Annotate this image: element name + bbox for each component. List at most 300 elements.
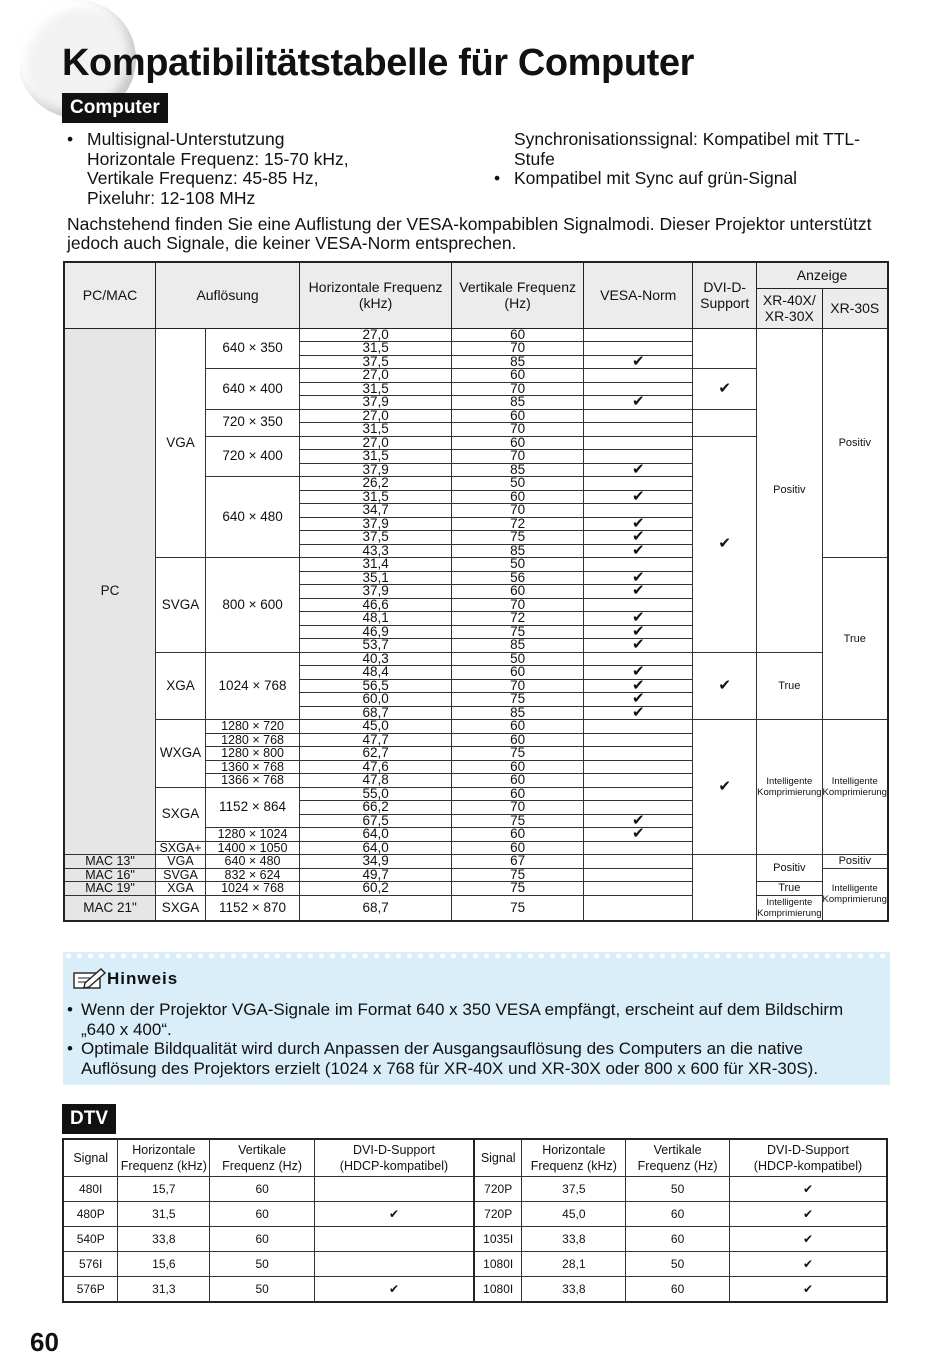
cell-label: 640 × 400: [222, 380, 283, 396]
resolution-cell: [205, 774, 299, 788]
intro-bullet-text: [87, 130, 349, 208]
display-xr40x-cell: [757, 328, 822, 652]
header-dvid: DVI-D-Support: [693, 262, 757, 328]
page-title: Kompatibilitätstabelle für Computer: [62, 42, 695, 84]
dtv-hfreq-cell: 15,6: [118, 1252, 210, 1277]
resolution-cell: [205, 720, 299, 734]
dtv-signal-cell: 540P: [63, 1227, 118, 1252]
standard-cell: [156, 868, 206, 882]
cell-label: SVGA: [161, 596, 200, 612]
cell-label: 1280 × 720: [221, 719, 284, 733]
dtv-vfreq-cell: 50: [210, 1252, 315, 1277]
dtv-signal-cell: 480I: [63, 1177, 118, 1202]
bullet-icon: •: [494, 168, 501, 188]
dtv-header-vfreq: [626, 1139, 730, 1177]
check-icon: ✔: [718, 379, 731, 397]
v-freq-cell: 70: [452, 801, 584, 815]
v-freq-cell: 50: [452, 558, 584, 572]
vesa-cell: ✔: [584, 396, 693, 410]
resolution-cell: [205, 477, 299, 558]
dtv-dvid-cell: ✔: [729, 1252, 887, 1277]
hint-title: Hinweis: [107, 969, 179, 988]
h-freq-cell: 46,9: [300, 625, 452, 639]
dtv-vfreq-cell: 60: [626, 1277, 730, 1303]
cell-label: 832 × 624: [224, 867, 281, 882]
v-freq-cell: 72: [452, 612, 584, 626]
cell-label: VGA: [167, 854, 194, 868]
v-freq-cell: 70: [452, 382, 584, 396]
vesa-cell: [584, 720, 693, 734]
dtv-signal-cell: 1080I: [474, 1252, 522, 1277]
intro-paragraph: Nachstehend finden Sie eine Auflistung der VESA-kompabiblen Signalmodi. Dieser Projektor unterstützt jedoch auch Signale, die keiner VESA-Norm entsprechen.: [67, 214, 872, 253]
dtv-vfreq-cell: 60: [210, 1177, 315, 1202]
cell-label: SVGA: [163, 867, 198, 882]
hint-line: „640 x 400“.: [81, 1019, 172, 1039]
table-row: [64, 652, 888, 666]
intro-bullet: [67, 130, 467, 208]
cell-label: Komprimierung: [822, 787, 887, 798]
display-xr30s-cell: [822, 868, 888, 921]
v-freq-cell: 60: [452, 733, 584, 747]
dtv-dvid-cell: ✔: [729, 1227, 887, 1252]
v-freq-cell: 75: [452, 895, 584, 921]
v-freq-cell: 72: [452, 517, 584, 531]
section-tag-dtv: DTV: [62, 1104, 116, 1134]
h-freq-cell: 34,9: [300, 855, 452, 869]
pc-group-cell: [64, 328, 156, 855]
intro-left-column: [67, 130, 467, 208]
dtv-header-text: Horizontale: [542, 1143, 606, 1157]
cell-label: XGA: [166, 677, 195, 693]
hint-item-text: [81, 1000, 843, 1039]
vesa-cell: [584, 787, 693, 801]
dtv-header-text: Frequenz (kHz): [120, 1159, 207, 1173]
dtv-table: [62, 1138, 888, 1303]
vesa-cell: ✔: [584, 355, 693, 369]
cell-label: VGA: [166, 434, 195, 450]
h-freq-cell: 37,9: [300, 517, 452, 531]
dtv-signal-cell: 720P: [474, 1177, 522, 1202]
h-freq-cell: 47,6: [300, 760, 452, 774]
dtv-signal-cell: 720P: [474, 1202, 522, 1227]
standard-cell: [156, 855, 206, 869]
dtv-header-text: Frequenz (Hz): [222, 1159, 303, 1173]
v-freq-cell: 60: [452, 720, 584, 734]
dtv-dvid-cell: [314, 1252, 473, 1277]
cell-label: 1152 × 864: [219, 799, 286, 814]
table-row: [64, 882, 888, 896]
display-xr40x-cell: [757, 895, 822, 921]
vesa-cell: ✔: [584, 531, 693, 545]
vesa-cell: [584, 747, 693, 761]
vesa-cell: ✔: [584, 828, 693, 842]
hint-heading: [71, 967, 178, 991]
v-freq-cell: 70: [452, 598, 584, 612]
table-row: [63, 1227, 887, 1252]
vesa-cell: ✔: [584, 612, 693, 626]
mac-model-cell: [64, 895, 156, 921]
standard-cell: [156, 882, 206, 896]
header-anzeige: Anzeige: [757, 262, 888, 288]
dtv-dvid-cell: ✔: [729, 1202, 887, 1227]
cell-label: 800 × 600: [222, 596, 283, 612]
cell-label: PC: [100, 583, 120, 598]
check-icon: ✔: [718, 676, 731, 694]
header-vfreq: Vertikale Frequenz (Hz): [452, 262, 584, 328]
vesa-cell: [584, 328, 693, 342]
dtv-vfreq-cell: 60: [210, 1227, 315, 1252]
h-freq-cell: 34,7: [300, 504, 452, 518]
dtv-signal-cell: 480P: [63, 1202, 118, 1227]
v-freq-cell: 85: [452, 463, 584, 477]
bullet-icon: •: [67, 129, 74, 149]
dtv-vfreq-cell: 60: [210, 1202, 315, 1227]
cell-label: 720 × 400: [222, 448, 283, 463]
cell-label: SXGA: [161, 805, 200, 821]
vesa-cell: ✔: [584, 814, 693, 828]
dtv-hfreq-cell: 33,8: [118, 1227, 210, 1252]
h-freq-cell: 60,0: [300, 693, 452, 707]
display-xr40x-cell: [757, 882, 822, 896]
vesa-cell: ✔: [584, 639, 693, 653]
h-freq-cell: 31,5: [300, 342, 452, 356]
v-freq-cell: 75: [452, 882, 584, 896]
dtv-header-dvid: [729, 1139, 887, 1177]
v-freq-cell: 85: [452, 544, 584, 558]
v-freq-cell: 60: [452, 328, 584, 342]
vesa-cell: ✔: [584, 625, 693, 639]
header-xr30s: XR-30S: [822, 288, 888, 328]
cell-label: 1280 × 800: [221, 746, 284, 760]
intro-line: Pixeluhr: 12-108 MHz: [87, 187, 256, 208]
v-freq-cell: 85: [452, 639, 584, 653]
dtv-header-text: DVI-D-Support: [352, 1143, 435, 1157]
mac-model-cell: [64, 868, 156, 882]
display-xr40x-cell: [757, 855, 822, 882]
h-freq-cell: 48,1: [300, 612, 452, 626]
h-freq-cell: 31,5: [300, 423, 452, 437]
dtv-dvid-cell: ✔: [729, 1277, 887, 1303]
cell-label: Komprimierung: [822, 894, 887, 906]
h-freq-cell: 27,0: [300, 369, 452, 383]
table-row: [63, 1177, 887, 1202]
v-freq-cell: 75: [452, 531, 584, 545]
dtv-hfreq-cell: 33,8: [522, 1277, 626, 1303]
dtv-header-text: Signal: [73, 1151, 109, 1165]
h-freq-cell: 37,9: [300, 396, 452, 410]
intro-right-column: [494, 130, 894, 189]
v-freq-cell: 60: [452, 369, 584, 383]
vesa-cell: ✔: [584, 693, 693, 707]
sync-line: Stufe: [514, 148, 555, 169]
cell-label: Positiv: [773, 484, 806, 496]
cell-label: MAC 16": [85, 867, 135, 882]
dtv-signal-cell: 1080I: [474, 1277, 522, 1303]
dtv-header-hfreq: [118, 1139, 210, 1177]
section-tag-computer: Computer: [62, 93, 168, 123]
dtv-dvid-cell: ✔: [314, 1277, 473, 1303]
vesa-cell: ✔: [584, 463, 693, 477]
table-row: [63, 1277, 887, 1303]
resolution-cell: [205, 760, 299, 774]
h-freq-cell: 27,0: [300, 328, 452, 342]
h-freq-cell: 56,5: [300, 679, 452, 693]
dtv-header-signal: [63, 1139, 118, 1177]
display-xr30s-cell: [822, 855, 888, 869]
dtv-hfreq-cell: 31,5: [118, 1202, 210, 1227]
hint-dotted-border: [63, 952, 890, 960]
v-freq-cell: 60: [452, 436, 584, 450]
h-freq-cell: 62,7: [300, 747, 452, 761]
sync-green-text: Kompatibel mit Sync auf grün-Signal: [514, 168, 798, 188]
hint-line: Wenn der Projektor VGA-Signale im Format 640 x 350 VESA empfängt, erscheint auf dem Bildschirm: [81, 1000, 844, 1019]
standard-cell: [156, 328, 206, 558]
dtv-vfreq-cell: 60: [626, 1202, 730, 1227]
resolution-cell: [205, 747, 299, 761]
dtv-header-signal: [474, 1139, 522, 1177]
dtv-header-text: Frequenz (Hz): [637, 1159, 718, 1173]
h-freq-cell: 67,5: [300, 814, 452, 828]
h-freq-cell: 35,1: [300, 571, 452, 585]
vesa-cell: [584, 409, 693, 423]
page-number: 60: [30, 1327, 59, 1357]
h-freq-cell: 47,8: [300, 774, 452, 788]
dtv-signal-cell: 576P: [63, 1277, 118, 1303]
vesa-cell: ✔: [584, 490, 693, 504]
v-freq-cell: 60: [452, 666, 584, 680]
vesa-cell: ✔: [584, 517, 693, 531]
intro-line: Multisignal-Unterstutzung: [87, 129, 285, 149]
vesa-cell: [584, 760, 693, 774]
vesa-cell: ✔: [584, 585, 693, 599]
h-freq-cell: 31,4: [300, 558, 452, 572]
dvi-support-cell: [693, 369, 757, 410]
h-freq-cell: 43,3: [300, 544, 452, 558]
dvi-support-cell: [693, 720, 757, 855]
v-freq-cell: 60: [452, 841, 584, 855]
v-freq-cell: 85: [452, 706, 584, 720]
standard-cell: [156, 652, 206, 720]
h-freq-cell: 40,3: [300, 652, 452, 666]
dtv-header-dvid: [314, 1139, 473, 1177]
table-row: [64, 720, 888, 734]
cell-label: SXGA: [161, 899, 200, 915]
display-xr40x-cell: [757, 652, 822, 720]
vesa-cell: ✔: [584, 544, 693, 558]
table-row: [64, 855, 888, 869]
dvi-support-cell: [693, 855, 757, 922]
cell-label: Intelligente: [766, 896, 813, 908]
resolution-cell: [205, 868, 299, 882]
resolution-cell: [205, 328, 299, 369]
bullet-icon: •: [67, 1000, 73, 1019]
compatibility-table: [63, 261, 889, 922]
h-freq-cell: 66,2: [300, 801, 452, 815]
dtv-header-text: Vertikale: [653, 1143, 702, 1157]
display-xr30s-cell: [822, 720, 888, 855]
cell-label: 720 × 350: [222, 414, 283, 430]
h-freq-cell: 31,5: [300, 490, 452, 504]
dtv-header-text: Frequenz (kHz): [530, 1159, 617, 1173]
hint-line: Auflösung des Projektors erzielt (1024 x 768 für XR-40X und XR-30X oder 800 x 600 für XR-30S).: [81, 1058, 819, 1078]
cell-label: WXGA: [159, 745, 202, 760]
h-freq-cell: 55,0: [300, 787, 452, 801]
hint-item-text: [81, 1039, 818, 1078]
v-freq-cell: 75: [452, 747, 584, 761]
dtv-hfreq-cell: 37,5: [522, 1177, 626, 1202]
vesa-cell: ✔: [584, 679, 693, 693]
header-pcmac: PC/MAC: [64, 262, 156, 328]
hint-list: [67, 1000, 882, 1078]
vesa-cell: ✔: [584, 571, 693, 585]
v-freq-cell: 70: [452, 423, 584, 437]
cell-label: SXGA+: [159, 840, 202, 855]
v-freq-cell: 85: [452, 396, 584, 410]
dtv-vfreq-cell: 50: [626, 1252, 730, 1277]
vesa-cell: ✔: [584, 666, 693, 680]
check-icon: ✔: [718, 534, 731, 552]
h-freq-cell: 48,4: [300, 666, 452, 680]
display-xr30s-cell: [822, 558, 888, 720]
dtv-header-hfreq: [522, 1139, 626, 1177]
v-freq-cell: 56: [452, 571, 584, 585]
sync-text: [494, 130, 894, 169]
dvi-support-cell: [693, 436, 757, 652]
cell-label: 1024 × 768: [221, 881, 284, 895]
resolution-cell: [205, 895, 299, 921]
v-freq-cell: 60: [452, 774, 584, 788]
cell-label: 1360 × 768: [221, 759, 284, 774]
table-row: [64, 328, 888, 342]
header-xr40x: XR-40X/ XR-30X: [757, 288, 822, 328]
v-freq-cell: 75: [452, 868, 584, 882]
v-freq-cell: 70: [452, 342, 584, 356]
cell-label: XGA: [167, 881, 194, 895]
dtv-vfreq-cell: 60: [626, 1227, 730, 1252]
resolution-cell: [205, 841, 299, 855]
resolution-cell: [205, 558, 299, 653]
cell-label: MAC 19": [85, 881, 135, 895]
v-freq-cell: 70: [452, 679, 584, 693]
resolution-cell: [205, 733, 299, 747]
hint-box: [63, 952, 890, 1085]
hint-item: [67, 1000, 882, 1039]
v-freq-cell: 70: [452, 450, 584, 464]
cell-label: 1024 × 768: [218, 677, 287, 693]
dtv-hfreq-cell: 45,0: [522, 1202, 626, 1227]
table-row: [63, 1252, 887, 1277]
v-freq-cell: 85: [452, 355, 584, 369]
dvi-support-cell: [693, 328, 757, 369]
vesa-cell: [584, 882, 693, 896]
standard-cell: [156, 841, 206, 855]
page-corner-mask: [0, 0, 20, 130]
vesa-cell: [584, 774, 693, 788]
dtv-header-text: Signal: [480, 1151, 516, 1165]
intro-line: Horizontale Frequenz: 15-70 kHz,: [87, 148, 349, 169]
vesa-cell: [584, 868, 693, 882]
h-freq-cell: 68,7: [300, 706, 452, 720]
resolution-cell: [205, 652, 299, 720]
vesa-cell: ✔: [584, 706, 693, 720]
cell-label: MAC 13": [85, 854, 135, 868]
cell-label: 640 × 480: [224, 854, 281, 868]
h-freq-cell: 68,7: [300, 895, 452, 921]
h-freq-cell: 45,0: [300, 720, 452, 734]
hint-item: [67, 1039, 882, 1078]
h-freq-cell: 27,0: [300, 436, 452, 450]
h-freq-cell: 53,7: [300, 639, 452, 653]
hint-line: Optimale Bildqualität wird durch Anpassen der Ausgangsauflösung des Computers an die native: [81, 1039, 803, 1058]
vesa-cell: [584, 423, 693, 437]
cell-label: Komprimierung: [757, 787, 822, 798]
h-freq-cell: 64,0: [300, 841, 452, 855]
mac-model-cell: [64, 882, 156, 896]
h-freq-cell: 37,5: [300, 531, 452, 545]
v-freq-cell: 67: [452, 855, 584, 869]
standard-cell: [156, 787, 206, 841]
dtv-dvid-cell: ✔: [314, 1202, 473, 1227]
cell-label: 1400 × 1050: [217, 840, 288, 855]
h-freq-cell: 37,9: [300, 585, 452, 599]
dtv-signal-cell: 576I: [63, 1252, 118, 1277]
cell-label: Positiv: [838, 855, 871, 868]
sync-green-bullet: [494, 169, 894, 189]
dtv-header-vfreq: [210, 1139, 315, 1177]
dtv-hfreq-cell: 15,7: [118, 1177, 210, 1202]
v-freq-cell: 60: [452, 490, 584, 504]
v-freq-cell: 75: [452, 814, 584, 828]
cell-label: 1366 × 768: [221, 773, 284, 787]
compatibility-table-body: [64, 328, 888, 921]
cell-label: True: [778, 882, 801, 895]
cell-label: 640 × 350: [222, 340, 283, 355]
vesa-cell: [584, 895, 693, 921]
cell-label: Intelligente: [831, 883, 878, 895]
cell-label: MAC 21": [83, 899, 137, 915]
dtv-hfreq-cell: 33,8: [522, 1227, 626, 1252]
vesa-cell: [584, 369, 693, 383]
h-freq-cell: 31,5: [300, 450, 452, 464]
h-freq-cell: 47,7: [300, 733, 452, 747]
standard-cell: [156, 720, 206, 788]
dvi-support-cell: [693, 652, 757, 720]
check-icon: ✔: [718, 777, 731, 795]
dtv-header-text: Horizontale: [132, 1143, 196, 1157]
cell-label: 1280 × 768: [221, 732, 284, 747]
h-freq-cell: 64,0: [300, 828, 452, 842]
h-freq-cell: 60,2: [300, 882, 452, 896]
v-freq-cell: 60: [452, 585, 584, 599]
resolution-cell: [205, 828, 299, 842]
dtv-vfreq-cell: 50: [626, 1177, 730, 1202]
dtv-header-text: DVI-D-Support: [766, 1143, 849, 1157]
dtv-table-body: [63, 1177, 887, 1303]
standard-cell: [156, 895, 206, 921]
cell-label: Intelligente: [831, 776, 878, 787]
h-freq-cell: 37,5: [300, 355, 452, 369]
cell-label: True: [778, 679, 801, 692]
h-freq-cell: 27,0: [300, 409, 452, 423]
dtv-dvid-cell: [314, 1227, 473, 1252]
resolution-cell: [205, 855, 299, 869]
h-freq-cell: 26,2: [300, 477, 452, 491]
display-xr30s-cell: [822, 328, 888, 558]
v-freq-cell: 50: [452, 477, 584, 491]
dtv-header-text: (HDCP-kompatibel): [339, 1159, 449, 1173]
dtv-dvid-cell: [314, 1177, 473, 1202]
dvi-support-cell: [693, 409, 757, 436]
